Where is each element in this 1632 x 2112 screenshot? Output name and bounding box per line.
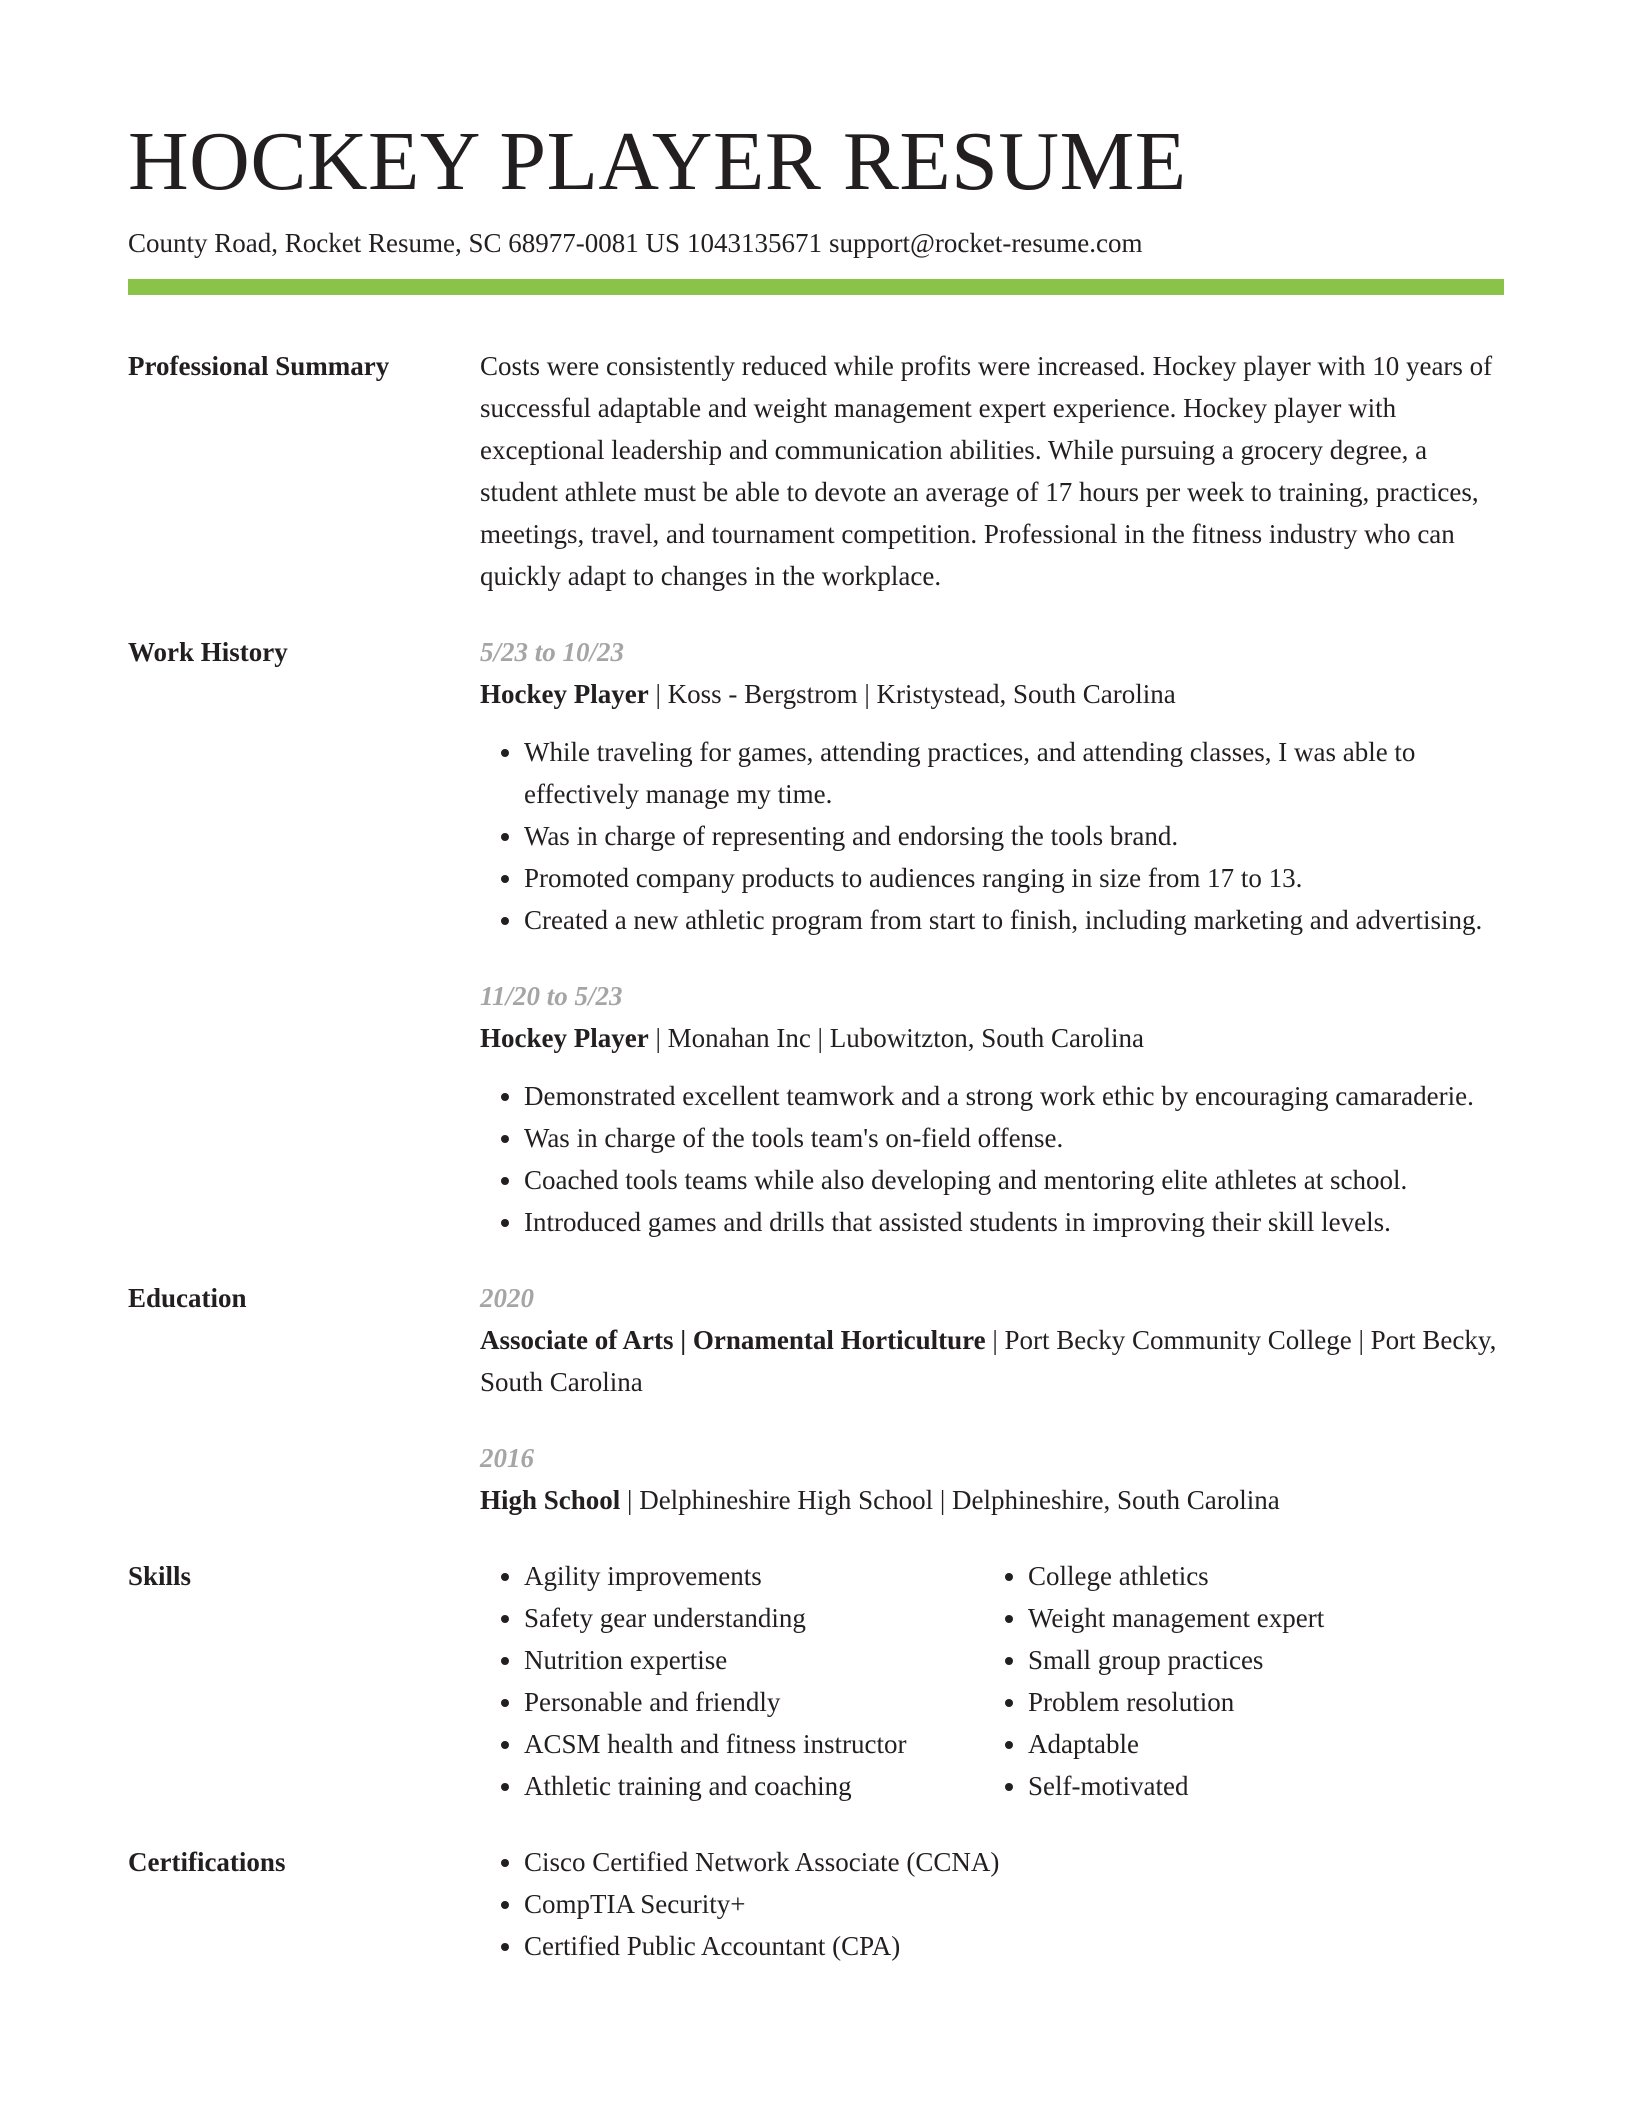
section-title-work-history: Work History: [128, 637, 288, 668]
job-role-line: [480, 673, 1504, 715]
job-details: | Monahan Inc | Lubowitzton, South Carolina: [648, 1023, 1144, 1054]
skill-item: • College athletics: [1028, 1555, 1324, 1597]
skill-item: • Athletic training and coaching: [524, 1765, 984, 1807]
skill-item: • Safety gear understanding: [524, 1597, 984, 1639]
skills-grid: [480, 1555, 1504, 1807]
education-year: 2016: [480, 1443, 534, 1474]
contact-phone: 1043135671: [687, 228, 822, 258]
skill-item: • Adaptable: [1028, 1723, 1324, 1765]
certifications-section: [128, 1841, 1504, 1967]
job-dates: 5/23 to 10/23: [480, 637, 625, 668]
skill-item: • Weight management expert: [1028, 1597, 1324, 1639]
certification-item: • Cisco Certified Network Associate (CCNA): [524, 1841, 1504, 1883]
work-history-section: [128, 631, 1504, 1243]
section-title-skills: Skills: [128, 1561, 192, 1592]
resume-title: HOCKEY PLAYER RESUME: [128, 115, 1187, 208]
education-details: | Port Becky Community College | Port Becky, South Carolina: [480, 1325, 1497, 1398]
section-title-summary: Professional Summary: [128, 351, 390, 382]
section-title-education: Education: [128, 1283, 247, 1314]
contact-address: County Road, Rocket Resume, SC 68977-0081 US: [128, 228, 680, 258]
job-bullets: [480, 1075, 1504, 1243]
skills-column-2: [984, 1555, 1324, 1807]
job-bullet: • While traveling for games, attending practices, and attending classes, I was able to effectively manage my time.: [524, 731, 1504, 815]
education-degree: High School: [480, 1485, 621, 1516]
section-title-certifications: Certifications: [128, 1847, 286, 1878]
work-history-body: [480, 631, 1504, 1243]
skills-column-1: [480, 1555, 984, 1807]
summary-text: Costs were consistently reduced while profits were increased. Hockey player with 10 years of successful adaptable and weight management expert experience. Hockey player with exceptional leadership and communication abilities. While pursuing a grocery degree, a student athlete must be able to devote an average of 17 hours per week to training, practices, meetings, travel, and tournament competition. Professional in the fitness industry who can quickly adapt to changes in the workplace.: [480, 351, 1493, 592]
education-degree: Associate of Arts | Ornamental Horticulture: [480, 1325, 986, 1356]
job-bullet: • Promoted company products to audiences ranging in size from 17 to 13.: [524, 857, 1504, 899]
accent-divider: [128, 279, 1504, 295]
certifications-list: [480, 1841, 1504, 1967]
skill-item: • Self-motivated: [1028, 1765, 1324, 1807]
education-entry: [480, 1277, 1504, 1403]
job-bullet: • Created a new athletic program from start to finish, including marketing and advertising.: [524, 899, 1504, 941]
job-entry: [480, 975, 1504, 1243]
education-entry: [480, 1437, 1504, 1521]
education-line: [480, 1479, 1504, 1521]
job-role: Hockey Player: [480, 679, 649, 710]
summary-body: [480, 345, 1504, 597]
education-year: 2020: [480, 1283, 534, 1314]
education-line: [480, 1319, 1504, 1403]
skill-item: • Problem resolution: [1028, 1681, 1324, 1723]
skill-item: • Small group practices: [1028, 1639, 1324, 1681]
skills-body: [480, 1555, 1504, 1807]
education-body: [480, 1277, 1504, 1521]
skills-section: [128, 1555, 1504, 1807]
skill-item: • Agility improvements: [524, 1555, 984, 1597]
job-bullet: • Coached tools teams while also developing and mentoring elite athletes at school.: [524, 1159, 1504, 1201]
job-bullet: • Demonstrated excellent teamwork and a strong work ethic by encouraging camaraderie.: [524, 1075, 1504, 1117]
skill-item: • ACSM health and fitness instructor: [524, 1723, 984, 1765]
job-entry: [480, 631, 1504, 941]
job-bullet: • Was in charge of representing and endorsing the tools brand.: [524, 815, 1504, 857]
job-role-line: [480, 1017, 1504, 1059]
contact-line: [128, 226, 1504, 261]
contact-email: support@rocket-resume.com: [829, 228, 1143, 258]
job-dates: 11/20 to 5/23: [480, 981, 623, 1012]
skill-item: • Nutrition expertise: [524, 1639, 984, 1681]
job-bullets: [480, 731, 1504, 941]
skill-item: • Personable and friendly: [524, 1681, 984, 1723]
job-bullet: • Was in charge of the tools team's on-field offense.: [524, 1117, 1504, 1159]
education-details: | Delphineshire High School | Delphineshire, South Carolina: [620, 1485, 1280, 1516]
job-role: Hockey Player: [480, 1023, 649, 1054]
education-section: [128, 1277, 1504, 1521]
summary-section: [128, 345, 1504, 597]
certification-item: • Certified Public Accountant (CPA): [524, 1925, 1504, 1967]
job-bullet: • Introduced games and drills that assisted students in improving their skill levels.: [524, 1201, 1504, 1243]
certifications-body: [480, 1841, 1504, 1967]
certification-item: • CompTIA Security+: [524, 1883, 1504, 1925]
job-details: | Koss - Bergstrom | Kristystead, South Carolina: [648, 679, 1176, 710]
